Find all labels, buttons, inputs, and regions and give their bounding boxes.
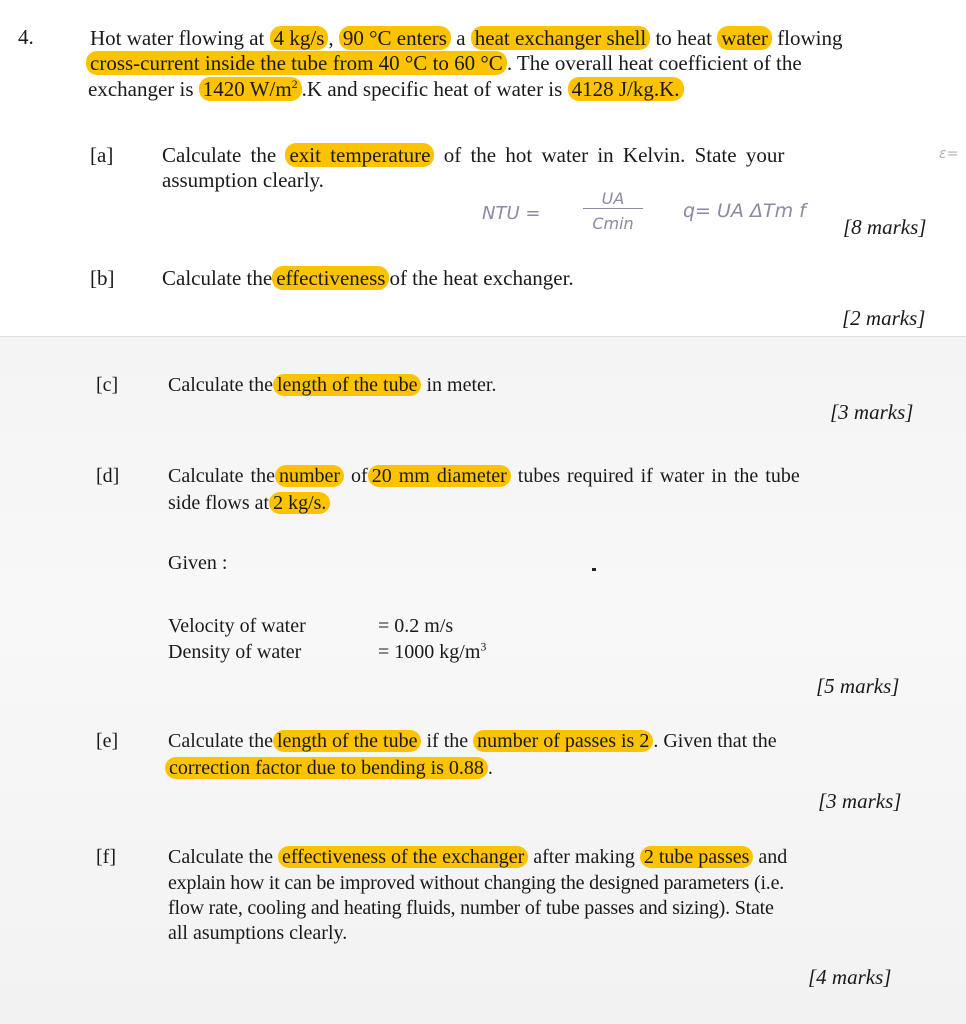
- handwritten-corner: ε=: [939, 146, 959, 162]
- part-b-marks: [2 marks]: [842, 306, 926, 330]
- density-label: Density of water: [168, 641, 302, 663]
- handwritten-q: q= UA ΔTm f: [683, 200, 806, 222]
- intro-line-3: exchanger is 1420 $W/m^2$ .K and specific heat of water is 4128 J/kg.K.: [88, 77, 684, 101]
- highlight: exit temperature: [285, 143, 434, 167]
- part-d-line-2: side flows at 2 kg/s.: [168, 492, 330, 515]
- highlight: length of the tube: [273, 374, 422, 396]
- intro-line-2: cross-current inside the tube from 40 °C to 60 °C . The overall heat coefficient of the: [86, 51, 802, 75]
- highlight: 2 tube passes: [640, 846, 754, 868]
- highlight: cross-current inside the tube from 40 °C to 60 °C: [86, 51, 507, 75]
- part-c-line-1: Calculate the length of the tube in meter.: [168, 374, 497, 396]
- handwritten-ntu: NTU =: [482, 203, 541, 224]
- part-f-line-4: all asumptions clearly.: [168, 922, 348, 944]
- part-a-line-2: assumption clearly.: [162, 168, 324, 192]
- part-b-label: [b]: [90, 266, 115, 290]
- part-b-line-1: Calculate the effectiveness of the heat exchanger.: [162, 266, 574, 290]
- part-f-marks: [4 marks]: [808, 965, 892, 989]
- part-f-line-1: Calculate the effectiveness of the exchanger after making 2 tube passes and: [168, 846, 788, 868]
- highlight: 20 mm diameter: [368, 465, 511, 487]
- handwritten-ntu-numerator: UA: [583, 189, 643, 209]
- part-a-line-1: Calculate the exit temperature of the hot water in Kelvin. State your: [162, 143, 785, 167]
- highlight: heat exchanger shell: [471, 26, 650, 50]
- stray-dot: [592, 568, 596, 571]
- part-a-marks: [8 marks]: [843, 215, 927, 239]
- part-f-line-2: explain how it can be improved without changing the designed parameters (i.e.: [168, 872, 785, 894]
- highlight: 1420 $W/m^2$: [199, 77, 302, 101]
- intro-line-1: Hot water flowing at 4 kg/s , 90 °C enters a heat exchanger shell to heat water flowing: [90, 26, 843, 50]
- part-d-given: Given :: [168, 552, 228, 574]
- part-e-marks: [3 marks]: [818, 789, 902, 813]
- part-c-marks: [3 marks]: [830, 400, 914, 424]
- scan-seam: [0, 336, 966, 337]
- part-d-marks: [5 marks]: [816, 674, 900, 698]
- handwritten-ntu-denominator: Cmin: [592, 214, 634, 233]
- part-c-label: [c]: [96, 374, 119, 396]
- part-e-line-1: Calculate the length of the tube if the number of passes is 2 . Given that the: [168, 730, 777, 752]
- highlight: effectiveness of the exchanger: [278, 846, 528, 868]
- part-d-label: [d]: [96, 465, 120, 487]
- highlight: number of passes is 2: [473, 730, 653, 752]
- part-e-label: [e]: [96, 730, 119, 752]
- part-e-line-2: correction factor due to bending is 0.88 .: [165, 757, 493, 780]
- highlight: correction factor due to bending is 0.88: [165, 757, 488, 779]
- highlight: 2 kg/s.: [269, 492, 330, 514]
- highlight: length of the tube: [273, 730, 422, 752]
- highlight: 90 °C enters: [339, 26, 451, 50]
- highlight: effectiveness: [272, 266, 389, 290]
- question-number: 4.: [18, 25, 34, 49]
- highlight: 4 kg/s: [270, 26, 329, 50]
- velocity-value: = 0.2 m/s: [378, 615, 454, 637]
- highlight: 4128 J/kg.K.: [568, 77, 684, 101]
- highlight: number: [275, 465, 344, 487]
- part-d-line-1: Calculate the number of 20 mm diameter tubes required if water in the tube: [168, 465, 800, 487]
- density-value: = 1000 $kg/m^3$: [378, 639, 487, 663]
- part-f-line-3: flow rate, cooling and heating fluids, number of tube passes and sizing). State: [168, 897, 774, 919]
- velocity-label: Velocity of water: [168, 615, 306, 637]
- highlight: water: [717, 26, 772, 50]
- part-a-label: [a]: [90, 143, 114, 167]
- part-f-label: [f]: [96, 846, 116, 868]
